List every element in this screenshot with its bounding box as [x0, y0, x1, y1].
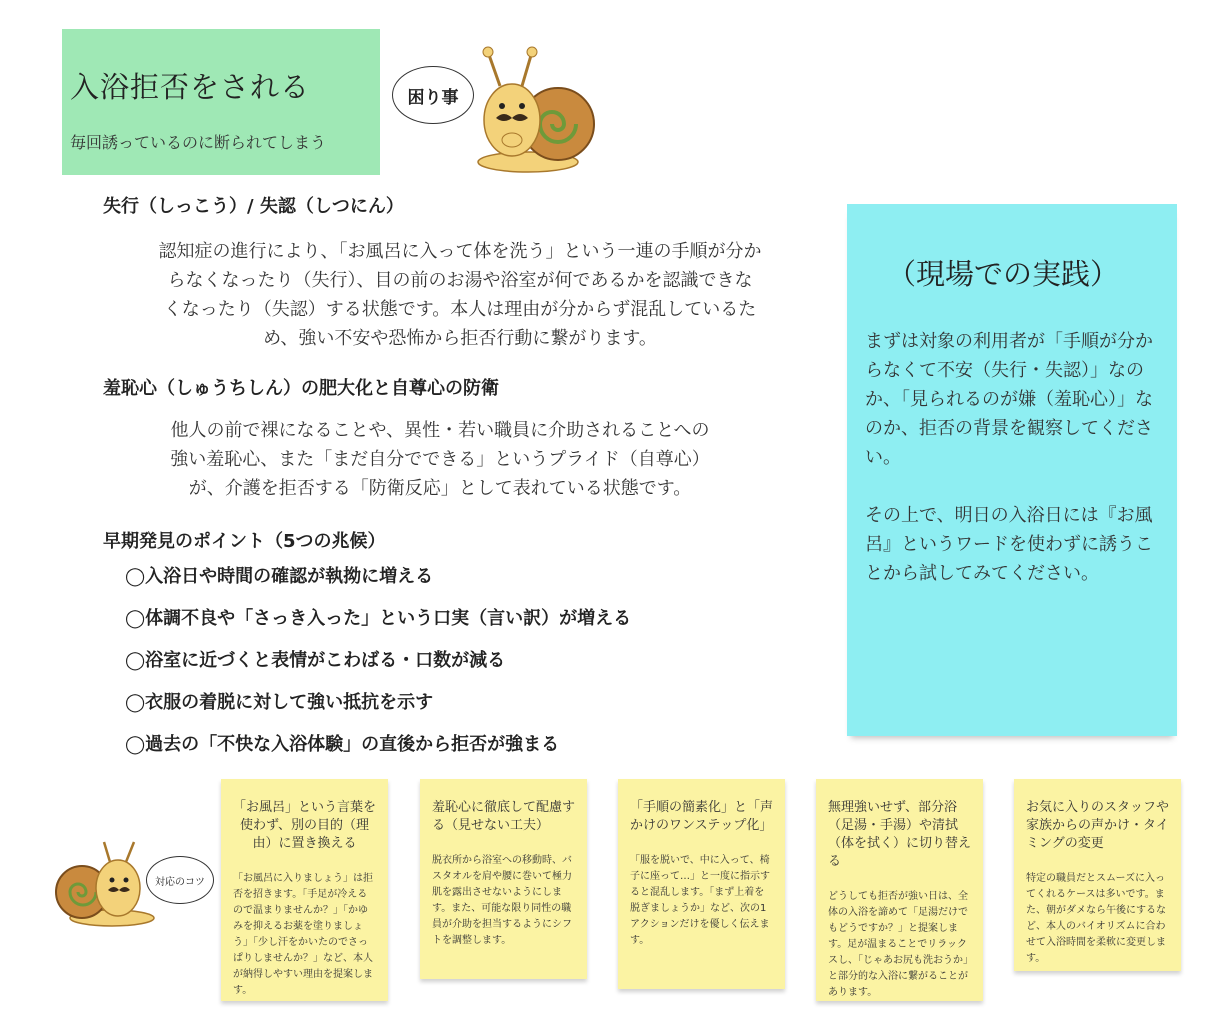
section-text-apraxia	[110, 237, 810, 353]
note-body: 特定の職員だとスムーズに入ってくれるケースは多いです。また、朝がダメなら午後にするなど、本人のバイオリズムに合わせて入浴時間を柔軟に変更します。	[1026, 873, 1166, 964]
text-line: くなったり（失認）する状態です。本人は理由が分からず混乱しているた	[163, 299, 757, 320]
practice-title: （現場での実践）	[887, 257, 1120, 291]
note-body: どうしても拒否が強い日は、全体の入浴を諦めて「足湯だけでもどうですか？」と提案します。足が温まることでリラックスし、「じゃあお尻も洗おうか」と部分的な入浴に繋がることがあります。	[828, 891, 968, 998]
trouble-speech-bubble	[392, 66, 474, 124]
note-title: 羞恥心に徹底して配慮する（見せない工夫）	[432, 800, 576, 833]
list-item: ◯体調不良や「さっき入った」という口実（言い訳）が増える	[125, 608, 632, 629]
text-line: 認知症の進行により、「お風呂に入って体を洗う」という一連の手順が分か	[158, 241, 762, 262]
section-heading-apraxia: 失行（しっこう）/ 失認（しつにん）	[103, 196, 404, 217]
list-item: ◯入浴日や時間の確認が執拗に増える	[125, 566, 434, 587]
note-body: 「お風呂に入りましょう」は拒否を招きます。「手足が冷えるので温まりませんか？」「かゆみを抑えるお薬を塗りましょう」「少し汗をかいたのでさっぱりしませんか？」など、本人が納得しやすい理由を提案します。	[233, 873, 373, 996]
section-text-shame	[90, 416, 790, 503]
note-title: お気に入りのスタッフや家族からの声かけ・タイミングの変更	[1026, 800, 1170, 851]
tips-bubble-label: 対応のコツ	[155, 876, 205, 888]
note-body: 「服を脱いで、中に入って、椅子に座って…」と一度に指示すると混乱します。「まず上着を脱ぎましょうか」など、次の1アクションだけを優しく伝えます。	[630, 855, 770, 946]
tip-note-3	[618, 779, 785, 989]
tip-note-2	[420, 779, 587, 979]
section-heading-shame: 羞恥心（しゅうちしん）の肥大化と自尊心の防衛	[103, 378, 499, 399]
page-title: 入浴拒否をされる	[70, 70, 311, 104]
text-line: が、介護を拒否する「防衛反応」として表れている状態です。	[188, 478, 692, 499]
trouble-bubble-label: 困り事	[407, 87, 459, 108]
tip-note-1	[221, 779, 388, 1001]
note-title: 「お風呂」という言葉を使わず、別の目的（理由）に置き換える	[233, 800, 377, 851]
text-line: らなくなったり（失行）、目の前のお湯や浴室が何であるかを認識できな	[167, 270, 753, 291]
section-heading-signs: 早期発見のポイント（5つの兆候）	[103, 531, 386, 552]
page-subtitle: 毎回誘っているのに断られてしまう	[70, 133, 327, 152]
tip-note-4	[816, 779, 983, 1001]
text-line: 他人の前で裸になることや、異性・若い職員に介助されることへの	[170, 420, 710, 441]
text-line: め、強い不安や恐怖から拒否行動に繋がります。	[263, 328, 657, 349]
list-item: ◯浴室に近づくと表情がこわばる・口数が減る	[125, 650, 506, 671]
tip-note-5	[1014, 779, 1181, 971]
note-body: 脱衣所から浴室への移動時、バスタオルを肩や腰に巻いて極力肌を露出させないようにします。また、可能な限り同性の職員が介助を担当するようにシフトを調整します。	[432, 855, 572, 946]
note-title: 無理強いせず、部分浴（足湯・手湯）や清拭（体を拭く）に切り替える	[828, 800, 972, 869]
signs-list	[125, 562, 631, 772]
practice-paragraph-2: その上で、明日の入浴日には『お風呂』というワードを使わずに誘うことから試してみてください。	[865, 505, 1153, 584]
title-card	[62, 29, 380, 175]
practice-card	[847, 204, 1177, 736]
practice-paragraph-1: まずは対象の利用者が「手順が分からなくて不安（失行・失認）」なのか、「見られるのが嫌（羞恥心）」なのか、拒否の背景を観察してください。	[865, 331, 1153, 468]
text-line: 強い羞恥心、また「まだ自分でできる」というプライド（自尊心）	[170, 449, 710, 470]
list-item: ◯過去の「不快な入浴体験」の直後から拒否が強まる	[125, 734, 560, 755]
tips-speech-bubble	[146, 856, 214, 904]
snail-mascot-icon	[52, 838, 156, 928]
list-item: ◯衣服の着脱に対して強い抵抗を示す	[125, 692, 434, 713]
snail-mascot-icon	[470, 40, 598, 174]
note-title: 「手順の簡素化」と「声かけのワンステップ化」	[630, 800, 774, 833]
